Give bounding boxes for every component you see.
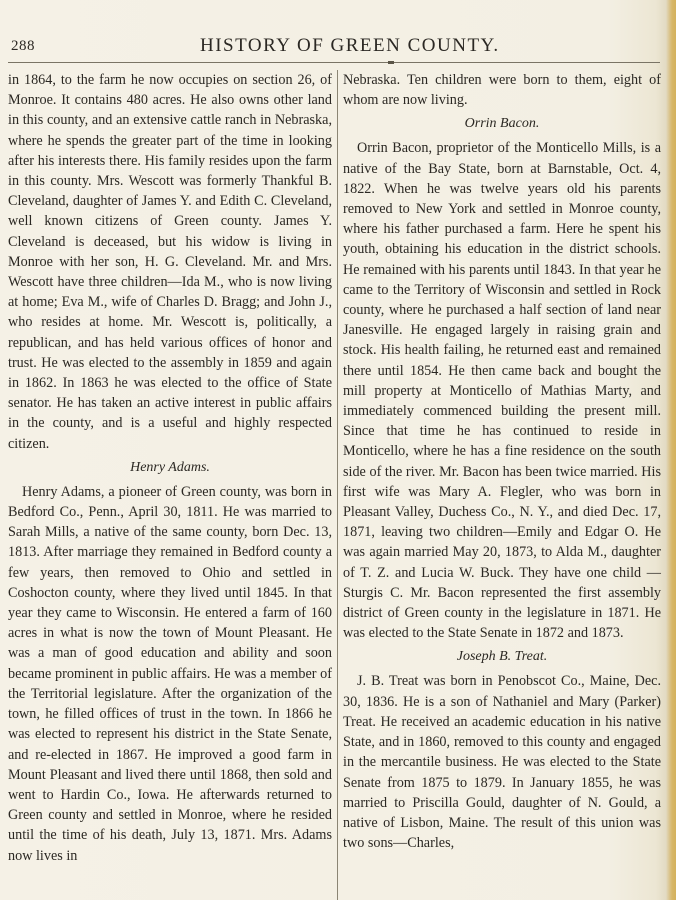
bacon-paragraph: Orrin Bacon, proprietor of the Monticello Mills, is a native of the Bay State, born at Barnstable, Oct. 4, 1822. When he was twelve years old his parents removed to New York and settled in Monroe county, where his father purchased a farm. Here he spent his youth, obtaining his education in the district schools. He remained with his parents until 1843. In that year he came to the Territory of Wisconsin and settled in Rock county, where he purchased a half section of land near Janesville. He engaged largely in raising grain and stock. His health failing, he returned east and remained there until 1854. He then came back and bought the mill property at Monticello of Mathias Marty, and immediately commenced building the present mill. Since that time he has continued to reside in Monticello, where he has a fine residence on the south side of the river. Mr. Bacon has been twice married. His first wife was Mary A. Flegler, who was born in Pleasant Valley, Duchess Co., N. Y., and died Dec. 17, 1871, leaving two children—Emily and Edgar O. He was again married May 20, 1873, to Alda M., daughter of T. Z. and Lucia W. Buck. They have one child —Sturgis C. Mr. Bacon represented the first assembly district of Green county in the legislature in 1871. He was elected to the State Senate in 1872 and 1873. (343, 140, 661, 642)
adams-paragraph-end: Nebraska. Ten children were born to them, eight of whom are now living. (343, 72, 661, 109)
heading-orrin-bacon: Orrin Bacon. (464, 116, 540, 132)
heading-henry-adams: Henry Adams. (130, 459, 210, 475)
left-column (8, 70, 332, 866)
page-edge (666, 0, 676, 900)
adams-paragraph: Henry Adams, a pioneer of Green county, was born in Bedford Co., Penn., April 30, 1811. He was married to Sarah Mills, a native of the same county, born Dec. 13, 1813. After marriage they remained in Bedford county a few years, then removed to Ohio and settled in Coshocton county, where they lived until 1845. In that year they came to Wisconsin. He entered a farm of 160 acres in what is now the town of Mount Pleasant. He was a man of good education and ability and soon became prominent in public affairs. He was a member of the Territorial legislature. After the organization of the town, he filled offices of trust in the town. In 1866 he was elected to represent his district in the State Senate, and re-elected in 1867. He improved a good farm in Mount Pleasant and lived there until 1868, then sold and went to Hardin Co., Iowa. He afterwards returned to Green county and settled in Monroe, where he resided until the time of his death, July 13, 1871. Mrs. Adams now lives in (8, 483, 332, 864)
heading-joseph-treat: Joseph B. Treat. (456, 649, 548, 665)
header-rule (8, 62, 660, 63)
page-number: 288 (11, 38, 35, 54)
column-divider (337, 70, 338, 900)
right-column (343, 70, 661, 853)
treat-paragraph: J. B. Treat was born in Penobscot Co., Maine, Dec. 30, 1836. He is a son of Nathaniel and Mary (Parker) Treat. He received an academic education in his native State, and in 1860, removed to this county and engaged in the mercantile business. He was elected to the State Senate from 1875 to 1879. In January 1855, he was married to Priscilla Gould, daughter of N. Gould, a native of Lisbon, Maine. The result of this union was two sons—Charles, (343, 673, 661, 852)
running-head: HISTORY OF GREEN COUNTY. (200, 35, 500, 56)
wescott-paragraph-end: in 1864, to the farm he now occupies on section 26, of Monroe. It contains 480 acres. He also owns other land in this county, and an extensive cattle ranch in Nebraska, where he spends the greater part of the time in looking after his interests there. His family resides upon the farm in this county. Mrs. Wescott was formerly Thankful B. Cleveland, daughter of James Y. and Edith C. Cleveland, well known citizens of Green county. James Y. Cleveland is deceased, but his widow is living in Monroe with her son, H. G. Cleveland. Mr. and Mrs. Wescott have three children—Ida M., who is now living at home; Eva M., wife of Charles D. Bragg; and John J., who resides at home. Mr. Wescott is, politically, a republican, and has held various offices of honor and trust. He was elected to the assembly in 1859 and again in 1862. In 1863 he was elected to the office of State senator. He has taken an active interest in public affairs in the county, and is a useful and highly respected citizen. (8, 72, 332, 452)
page-header (0, 30, 676, 60)
